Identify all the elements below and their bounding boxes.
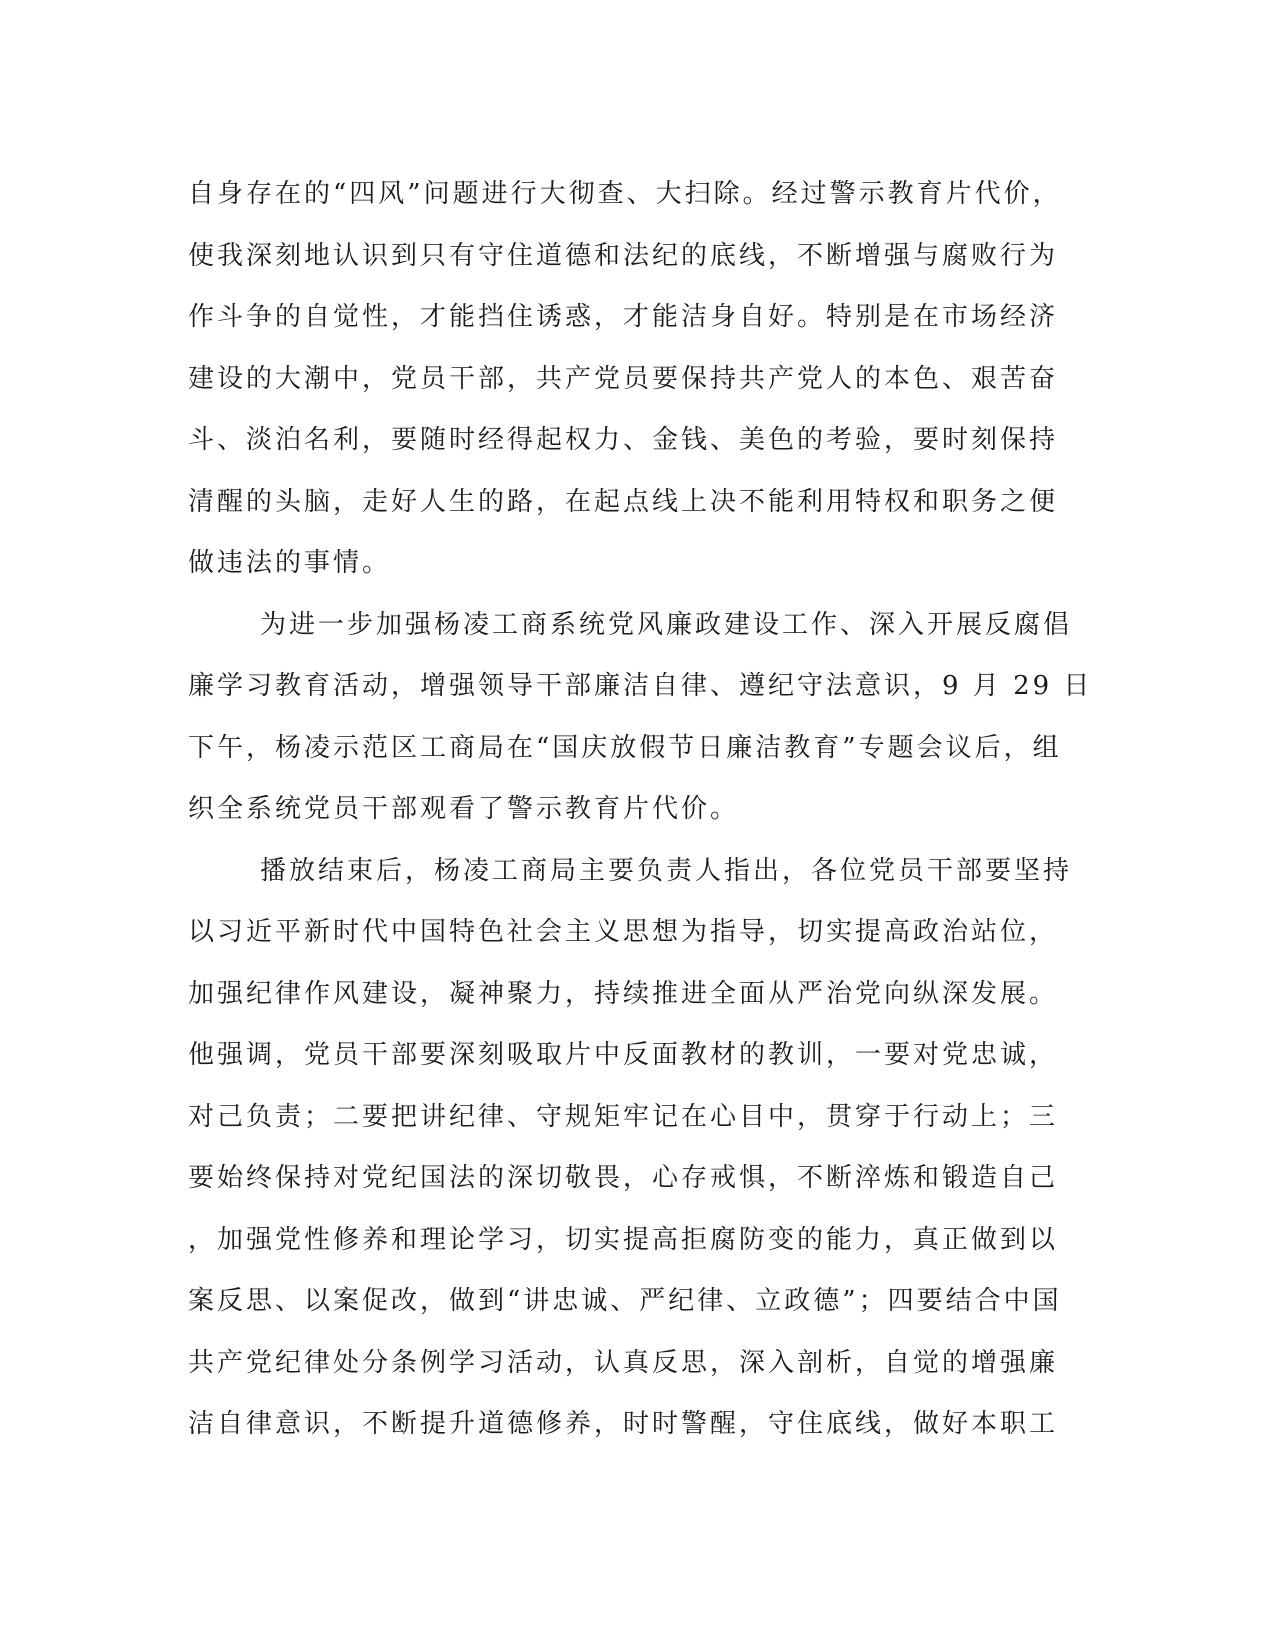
text-line: 做违法的事情。 bbox=[188, 548, 392, 578]
text-line: 下午，杨凌示范区工商局在“国庆放假节日廉洁教育”专题会议后，组 bbox=[188, 732, 1062, 763]
text-line: 共产党纪律处分条例学习活动，认真反思，深入剖析，自觉的增强廉 bbox=[188, 1347, 1059, 1378]
text-line: 对己负责；二要把讲纪律、守规矩牢记在心目中，贯穿于行动上；三 bbox=[188, 1101, 1059, 1132]
text-line: 使我深刻地认识到只有守住道德和法纪的底线，不断增强与腐败行为 bbox=[188, 240, 1059, 271]
paragraph-start-line: 播放结束后，杨凌工商局主要负责人指出，各位党员干部要坚持 bbox=[260, 855, 1073, 886]
text-line: 斗、淡泊名利，要随时经得起权力、金钱、美色的考验，要时刻保持 bbox=[188, 425, 1059, 455]
text-line: 加强纪律作风建设，凝神聚力，持续推进全面从严治党向纵深发展。 bbox=[188, 978, 1059, 1009]
text-line: 织全系统党员干部观看了警示教育片代价。 bbox=[188, 794, 740, 824]
text-line: 廉学习教育活动，增强领导干部廉洁自律、遵纪守法意识，9 月 29 日 bbox=[188, 671, 1093, 701]
text-line: 以习近平新时代中国特色社会主义思想为指导，切实提高政治站位， bbox=[188, 917, 1059, 947]
text-line: 作斗争的自觉性，才能挡住诱惑，才能洁身自好。特别是在市场经济 bbox=[188, 302, 1059, 332]
text-line: 案反思、以案促改，做到“讲忠诚、严纪律、立政德”；四要结合中国 bbox=[188, 1286, 1062, 1316]
text-line: 他强调，党员干部要深刻吸取片中反面教材的教训，一要对党忠诚， bbox=[188, 1040, 1059, 1070]
text-line: ，加强党性修养和理论学习，切实提高拒腐防变的能力，真正做到以 bbox=[188, 1224, 1059, 1255]
text-line: 自身存在的“四风”问题进行大彻查、大扫除。经过警示教育片代价， bbox=[188, 179, 1062, 209]
text-line: 要始终保持对党纪国法的深切敬畏，心存戒惧，不断淬炼和锻造自己 bbox=[188, 1163, 1059, 1193]
paragraph-start-line: 为进一步加强杨凌工商系统党风廉政建设工作、深入开展反腐倡 bbox=[260, 609, 1073, 640]
text-line: 建设的大潮中，党员干部，共产党员要保持共产党人的本色、艰苦奋 bbox=[188, 363, 1059, 394]
text-line: 洁自律意识，不断提升道德修养，时时警醒，守住底线，做好本职工 bbox=[188, 1409, 1059, 1439]
document-body bbox=[188, 164, 1093, 1456]
text-line: 清醒的头脑，走好人生的路，在起点线上决不能利用特权和职务之便 bbox=[188, 486, 1059, 517]
